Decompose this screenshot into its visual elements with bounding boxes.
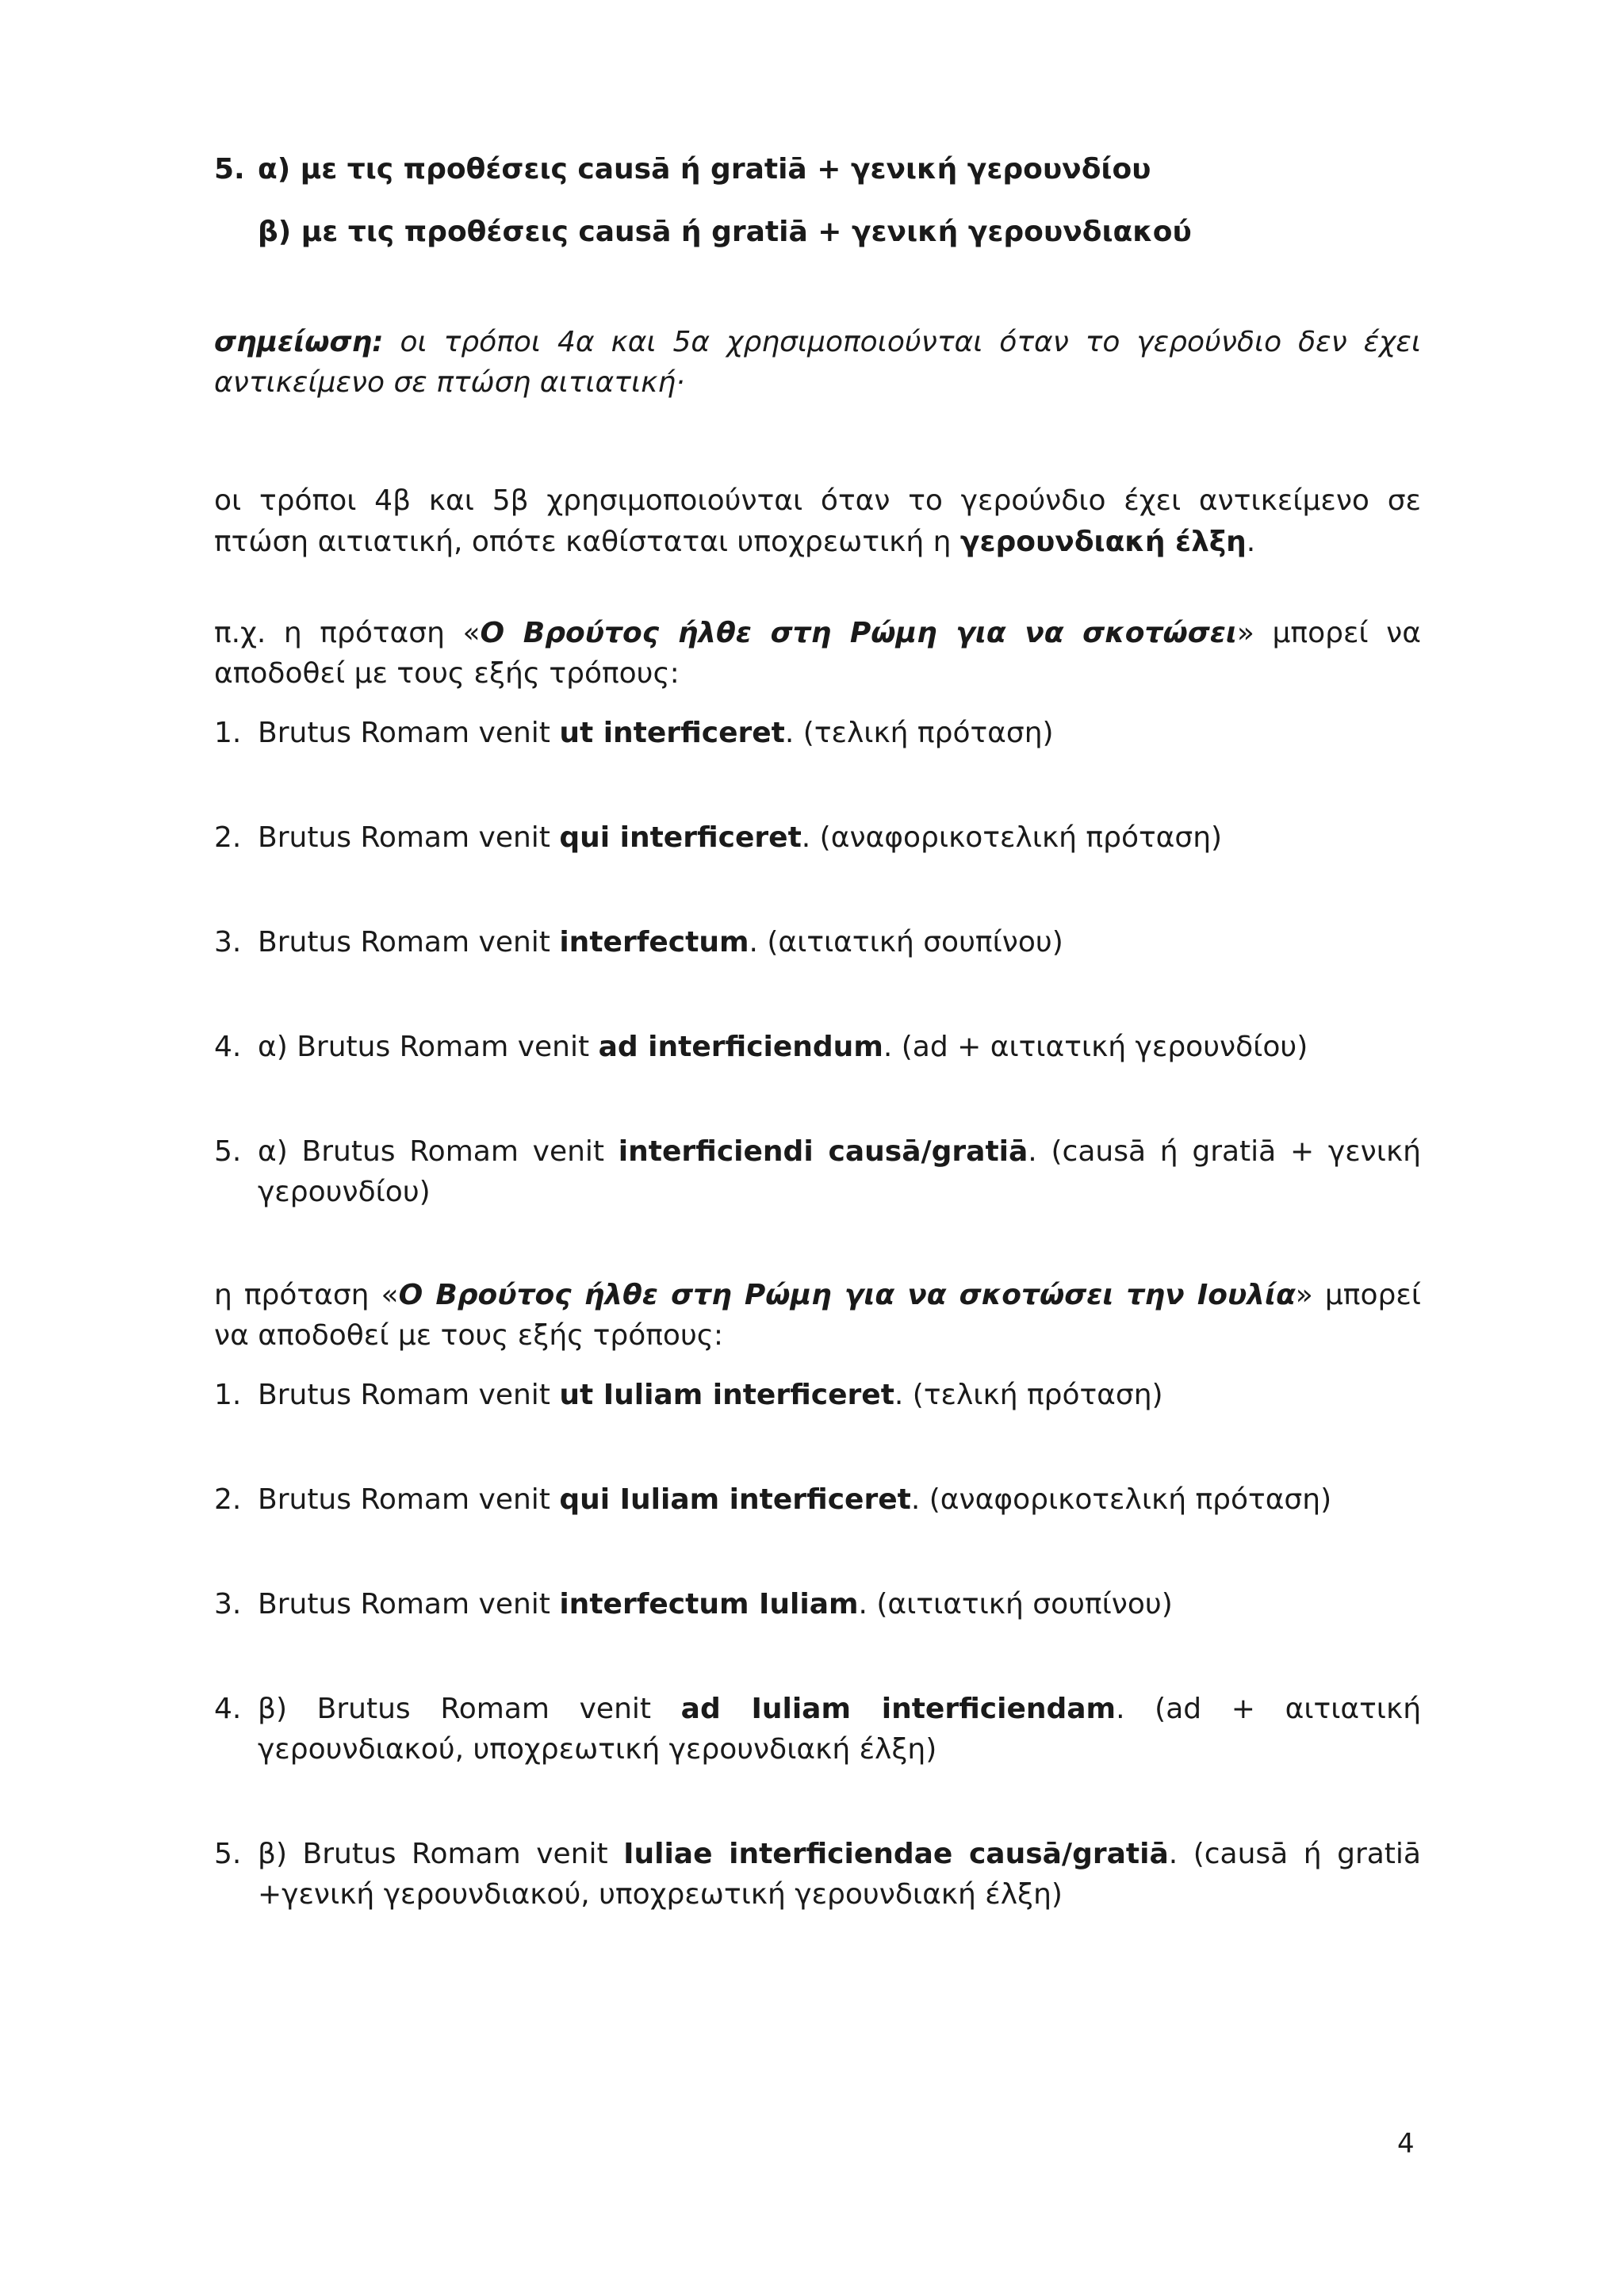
item-pre: Brutus Romam venit	[258, 1587, 560, 1621]
list-number: 1.	[214, 1378, 242, 1411]
note-text: οι τρόποι 4α και 5α χρησιμοποιούνται όταν το γερούνδιο δεν έχει αντικείμενο σε πτώση αιτιατική·	[214, 326, 1421, 400]
note2-paragraph	[214, 480, 1421, 561]
note2-text: οι τρόποι 4β και 5β χρησιμοποιούνται όταν το γερούνδιο έχει αντικείμενο σε πτώση αιτιατική, οπότε καθίσταται υποχρεωτική η	[214, 484, 1421, 558]
example1-intro-post: » μπορεί να αποδοθεί με τους εξής τρόπους:	[214, 616, 1421, 690]
item-bold: ad Iuliam interficiendam	[680, 1693, 1116, 1726]
example1-intro-em: Ο Βρούτος ήλθε στη Ρώμη για να σκοτώσει	[480, 616, 1237, 649]
item-post: . (ad + αιτιατική γερουνδίου)	[883, 1031, 1308, 1064]
list-number: 3.	[214, 1587, 242, 1621]
example1-item-3	[214, 922, 1421, 962]
note2-end: .	[1246, 525, 1256, 558]
section5-b-text: β) με τις προθέσεις causā ή gratiā + γενική γερουνδιακού	[258, 216, 1192, 249]
item-post: . (αναφορικοτελική πρόταση)	[801, 821, 1223, 854]
item-post: . (αναφορικοτελική πρόταση)	[910, 1483, 1332, 1516]
example2-item-5	[214, 1834, 1421, 1915]
list-number: 5.	[214, 1838, 242, 1871]
item-pre: Brutus Romam venit	[258, 716, 560, 749]
example2-intro-post: » μπορεί να αποδοθεί με τους εξής τρόπους:	[214, 1278, 1421, 1352]
list-number: 3.	[214, 926, 242, 959]
example2-item-2	[214, 1479, 1421, 1520]
item-post: . (αιτιατική σουπίνου)	[858, 1587, 1173, 1621]
item-bold: interficiendi causā/gratiā	[618, 1135, 1028, 1169]
example1-intro	[214, 613, 1421, 694]
example2-intro-em: Ο Βρούτος ήλθε στη Ρώμη για να σκοτώσει την Ιουλία	[398, 1278, 1296, 1311]
example2-item-4	[214, 1689, 1421, 1770]
note-paragraph	[214, 322, 1421, 403]
item-bold: interfectum Iuliam	[559, 1587, 859, 1621]
section5-line-b	[214, 212, 1421, 252]
example1-item-2	[214, 817, 1421, 858]
list-number: 4.	[214, 1031, 242, 1064]
example2-intro-pre: η πρόταση «	[214, 1278, 399, 1311]
note2-bold: γερουνδιακή έλξη	[959, 525, 1247, 558]
item-bold: qui interficeret	[559, 821, 802, 854]
list-number: 2.	[214, 1483, 242, 1516]
item-pre: β) Brutus Romam venit	[258, 1693, 681, 1726]
note-label: σημείωση:	[214, 326, 384, 359]
list-number: 5.	[214, 153, 245, 186]
list-number: 1.	[214, 716, 242, 749]
section5-line-a	[214, 149, 1421, 189]
example2-intro	[214, 1275, 1421, 1356]
item-post: . (τελική πρόταση)	[894, 1378, 1163, 1411]
list-number: 2.	[214, 821, 242, 854]
item-pre: Brutus Romam venit	[258, 1483, 560, 1516]
page-content	[214, 149, 1421, 1915]
item-post: . (τελική πρόταση)	[784, 716, 1054, 749]
example1-intro-pre: π.χ. η πρόταση «	[214, 616, 481, 649]
item-pre: β) Brutus Romam venit	[258, 1838, 624, 1871]
example2-item-3	[214, 1584, 1421, 1624]
item-pre: α) Brutus Romam venit	[258, 1031, 599, 1064]
item-pre: α) Brutus Romam venit	[258, 1135, 619, 1169]
example1-item-1	[214, 713, 1421, 753]
item-bold: ut Iuliam interficeret	[559, 1378, 894, 1411]
item-bold: Iuliae interficiendae causā/gratiā	[623, 1838, 1169, 1871]
example2-item-1	[214, 1375, 1421, 1415]
item-post: . (ad + αιτιατική γερουνδιακού, υποχρεωτική γερουνδιακή έλξη)	[258, 1693, 1422, 1766]
item-bold: ut interficeret	[559, 716, 785, 749]
list-number: 5.	[214, 1135, 242, 1169]
item-pre: Brutus Romam venit	[258, 926, 560, 959]
item-pre: Brutus Romam venit	[258, 1378, 560, 1411]
item-bold: ad interficiendum	[598, 1031, 883, 1064]
section5-a-text: α) με τις προθέσεις causā ή gratiā + γενική γερουνδίου	[258, 153, 1151, 186]
example1-item-5	[214, 1131, 1421, 1212]
page-number: 4	[1397, 2128, 1415, 2160]
example1-item-4	[214, 1027, 1421, 1067]
list-number: 4.	[214, 1693, 242, 1726]
item-post: . (causā ή gratiā +γενική γερουνδιακού, υποχρεωτική γερουνδιακή έλξη)	[258, 1838, 1421, 1911]
item-bold: interfectum	[559, 926, 749, 959]
item-post: . (αιτιατική σουπίνου)	[749, 926, 1063, 959]
item-bold: qui Iuliam interficeret	[559, 1483, 911, 1516]
item-post: . (causā ή gratiā + γενική γερουνδίου)	[258, 1135, 1421, 1209]
item-pre: Brutus Romam venit	[258, 821, 560, 854]
